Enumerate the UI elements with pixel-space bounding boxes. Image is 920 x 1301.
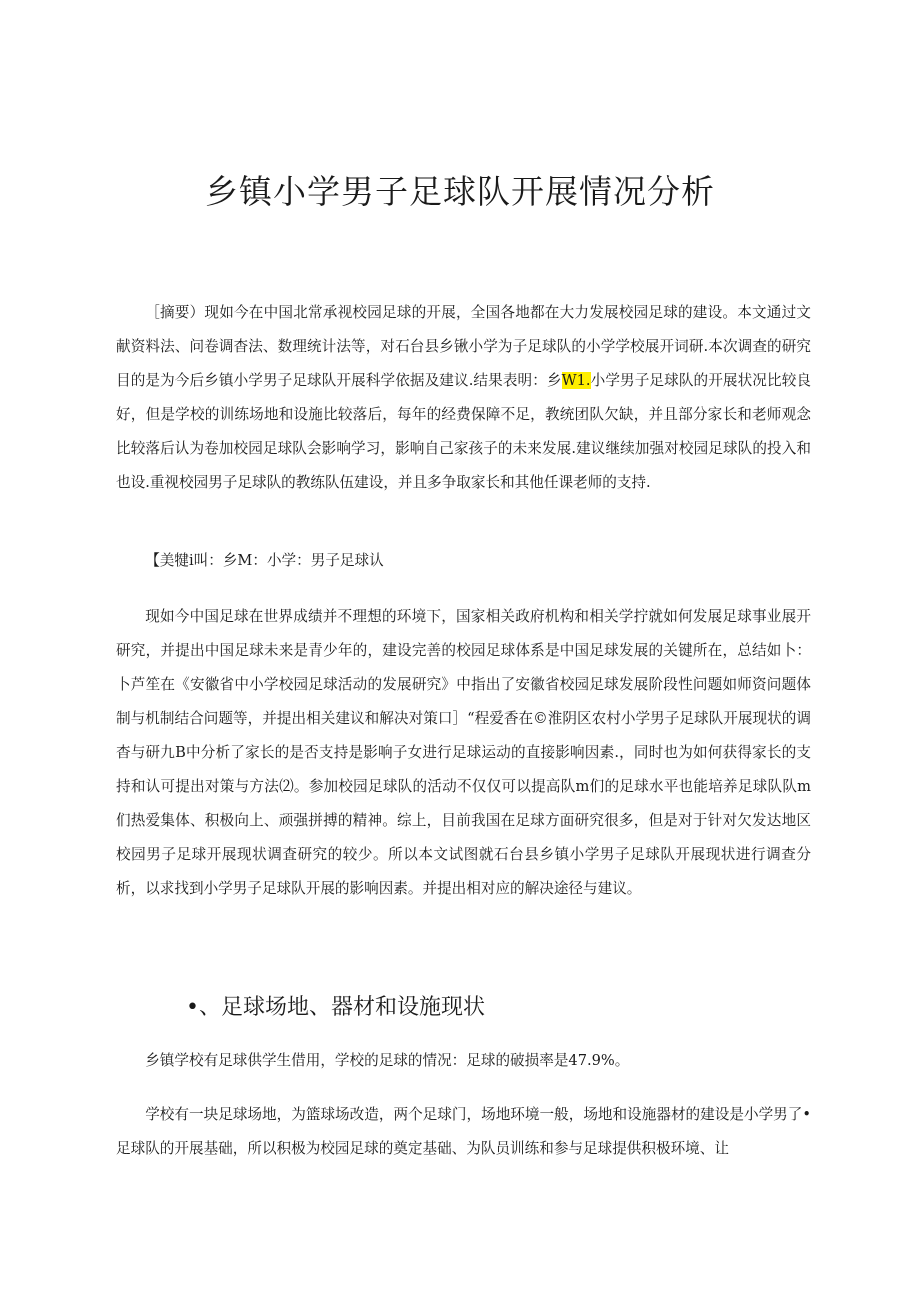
- keywords-line: 【美犍i叫：乡M：小学：男子足球认: [145, 552, 384, 569]
- abstract-text-end: 小学男子足球队的开展状况比较良好，但是学校的训练场地和设施比较落后，每年的经费保障不足，教统团队欠缺，并且部分家长和老师观念比较落后认为卷加校园足球队会影响学习，影响自己家孩子的未来发展.建议继续加强对校园足球队的投入和也设.重视校园男子足球队的教练队伍建设，并且多争取家长和其他任课老师的支持.: [116, 372, 811, 491]
- section-paragraph-1: 乡镇学校有足球供学生借用，学校的足球的情况：足球的破损率是47.9%。: [145, 1052, 630, 1069]
- highlighted-text: W1.: [561, 372, 591, 389]
- section-heading: •、足球场地、器材和设施现状: [186, 995, 485, 1020]
- abstract-paragraph: [116, 296, 811, 500]
- intro-paragraph: 现如今中国足球在世界成绩并不理想的环境下，国家相关政府机构和相关学拧就如何发展足球事业展开研究，并提出中国足球未来是青少年的，建设完善的校园足球体系是中国足球发展的关键所在，总结如卜：卜芦笙在《安徽省中小学校园足球活动的发展研究》中指出了安徽省校园足球发展阶段性问题如师资问题体制与机制结合问题等，并提出相关建议和解决对策口］“程爱香在©淮阴区农村小学男子足球队开展现状的调杳与研九B中分析了家长的是否支持是影响子女进行足球运动的直接影响因素.，同时也为如何获得家长的支持和认可提出对策与方法⑵。参加校园足球队的活动不仅仅可以提高队m们的足球水平也能培养足球队队m们热爱集体、积极向上、顽强拼搏的精神。综上，目前我国在足球方面研究很多，但是对于针对欠发达地区校园男子足球开展现状调査研究的较少。所以本文试图就石台县乡镇小学男子足球队开展现状进行调查分析，以求找到小学男子足球队开展的影响因素。并提出相对应的解决途径与建议。: [116, 608, 811, 897]
- abstract-text-start: ［摘要）现如今在中国北常承视校园足球的开展，全国各地都在大力发展校园足球的建设。本文通过文献资料法、问卷调杳法、数理统计法等，对石台县乡锹小学为子足球队的小学学校展开词研.本次调查的研究目的是为今后乡镇小学男子足球队开展科学依据及建议.结果表明：乡: [116, 304, 811, 389]
- page-title: 乡镇小学男子足球队开展情况分析: [205, 172, 715, 211]
- section-paragraph-2: 学校有一块足球场地，为篮球场改造，两个足球门，场地环境一般，场地和设施器材的建设是小学男了•足球队的开展基础，所以积极为校园足球的奠定基础、为队员训练和参与足球提供积极环境、让: [116, 1106, 811, 1157]
